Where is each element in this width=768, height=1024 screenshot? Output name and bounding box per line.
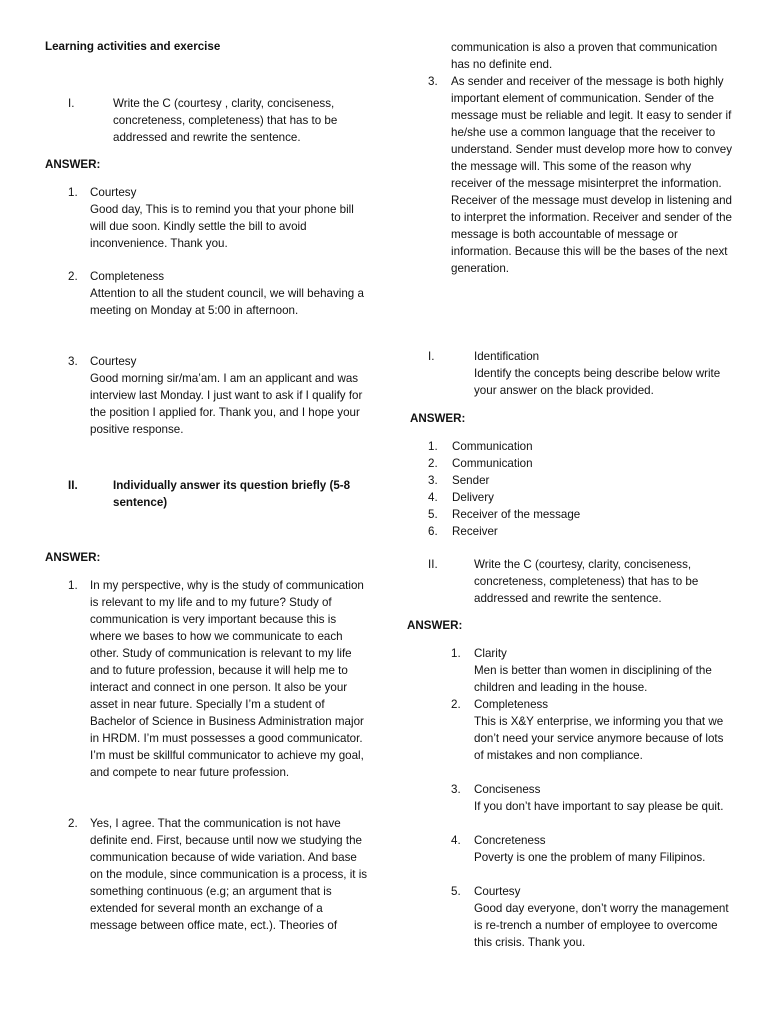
- item-body: If you don’t have important to say please be quit.: [474, 800, 724, 813]
- item-number: 2.: [451, 698, 461, 711]
- item-heading: Courtesy: [474, 885, 521, 898]
- section-text: Identify the concepts being describe below write your answer on the black provided.: [474, 367, 721, 397]
- item-body: Poverty is one the problem of many Filipinos.: [474, 851, 706, 864]
- item-number: 2.: [68, 817, 78, 830]
- item-text: Receiver: [452, 525, 498, 538]
- item-text: Communication: [452, 457, 533, 470]
- item-number: 1.: [428, 440, 438, 453]
- item-body: Good day everyone, don’t worry the management is re-trench a number of employee to overcome this crisis. Thank you.: [474, 902, 729, 949]
- essay-answer: In my perspective, why is the study of communication is relevant to my life and to my future? Study of communication is very important because this is where we bases to how we communicate to each other. Study of communication is relevant to my life and to future profession, because it will help me to interact and connect in one person. It also be your asset in near future. Specially I’m a student of Bachelor of Science in Business Administration major in HRDM. I’m must possesses a good communicator. I’m must be skillful communicator to achieve my goal, and compete to near future profession.: [90, 579, 364, 779]
- item-heading: Completeness: [90, 270, 165, 283]
- item-heading: Clarity: [474, 647, 507, 660]
- item-heading: Courtesy: [90, 355, 137, 368]
- section-heading: Identification: [474, 350, 540, 363]
- item-text: Receiver of the message: [452, 508, 581, 521]
- section-instruction: Individually answer its question briefly (5-8 sentence): [113, 479, 351, 509]
- item-number: 1.: [68, 186, 78, 199]
- item-heading: Courtesy: [90, 186, 137, 199]
- item-number: 2.: [428, 457, 438, 470]
- item-number: 1.: [451, 647, 461, 660]
- answer-item: [90, 268, 368, 319]
- answer-item: [474, 832, 736, 866]
- answer-label: ANSWER:: [45, 551, 101, 564]
- document-title: Learning activities and exercise: [45, 40, 221, 53]
- item-number: 3.: [428, 75, 438, 88]
- item-body: Attention to all the student council, we will behaving a meeting on Monday at 5:00 in afternoon.: [90, 287, 364, 317]
- essay-continuation: communication is also a proven that communication has no definite end.: [451, 41, 718, 71]
- section-instruction: [474, 348, 736, 399]
- answer-label: ANSWER:: [407, 619, 463, 632]
- answer-item: [90, 184, 368, 252]
- answer-label: ANSWER:: [45, 158, 101, 171]
- section-numeral: I.: [428, 350, 435, 363]
- section-numeral: I.: [68, 97, 75, 110]
- item-text: Delivery: [452, 491, 494, 504]
- essay-answer: Yes, I agree. That the communication is not have definite end. First, because until now we studying the communication because of wide variation. And base on the module, since communication is a process, it is something continuous (e.g; an argument that is extended for several month an exchange of a message between office mate, ect.). Theories of: [90, 817, 368, 932]
- item-heading: Concreteness: [474, 834, 546, 847]
- item-heading: Completeness: [474, 698, 549, 711]
- section-instruction: Write the C (courtesy, clarity, conciseness, concreteness, completeness) that has to be addressed and rewrite the sentence.: [474, 558, 699, 605]
- item-number: 4.: [428, 491, 438, 504]
- item-number: 2.: [68, 270, 78, 283]
- item-number: 1.: [68, 579, 78, 592]
- answer-item: [474, 883, 736, 951]
- item-number: 3.: [428, 474, 438, 487]
- item-body: Men is better than women in disciplining of the children and leading in the house.: [474, 664, 712, 694]
- item-number: 5.: [451, 885, 461, 898]
- item-body: This is X&Y enterprise, we informing you that we don’t need your service anymore because of lots of mistakes and non compliance.: [474, 715, 724, 762]
- answer-item: [90, 353, 368, 438]
- item-body: Good day, This is to remind you that your phone bill will due soon. Kindly settle the bill to avoid inconvenience. Thank you.: [90, 203, 354, 250]
- essay-answer: As sender and receiver of the message is both highly important element of communication. Sender of the message must be reliable and legit. It easy to sender if he/she use a common language that the receiver to understand. Sender must develop more how to convey the message will. This some of the reason why receiver of the message misinterpret the information. Receiver of the message must develop in listening and to interpret the information. Receiver and sender of the message is both accountable of message or information. Because this will be the bases of the next generation.: [451, 75, 732, 275]
- answer-label: ANSWER:: [410, 412, 466, 425]
- item-text: Sender: [452, 474, 490, 487]
- section-numeral: II.: [428, 558, 438, 571]
- answer-item: [474, 781, 736, 815]
- answer-item: [474, 696, 736, 764]
- item-number: 6.: [428, 525, 438, 538]
- section-instruction: Write the C (courtesy , clarity, conciseness, concreteness, completeness) that has to be addressed and rewrite the sentence.: [113, 97, 338, 144]
- item-number: 5.: [428, 508, 438, 521]
- item-heading: Conciseness: [474, 783, 541, 796]
- item-number: 3.: [68, 355, 78, 368]
- item-number: 3.: [451, 783, 461, 796]
- item-body: Good morning sir/ma’am. I am an applicant and was interview last Monday. I just want to ask if I qualify for the position I applied for. Thank you, and I hope your positive response.: [90, 372, 363, 436]
- answer-item: [474, 645, 736, 696]
- item-number: 4.: [451, 834, 461, 847]
- item-text: Communication: [452, 440, 533, 453]
- section-numeral: II.: [68, 479, 78, 492]
